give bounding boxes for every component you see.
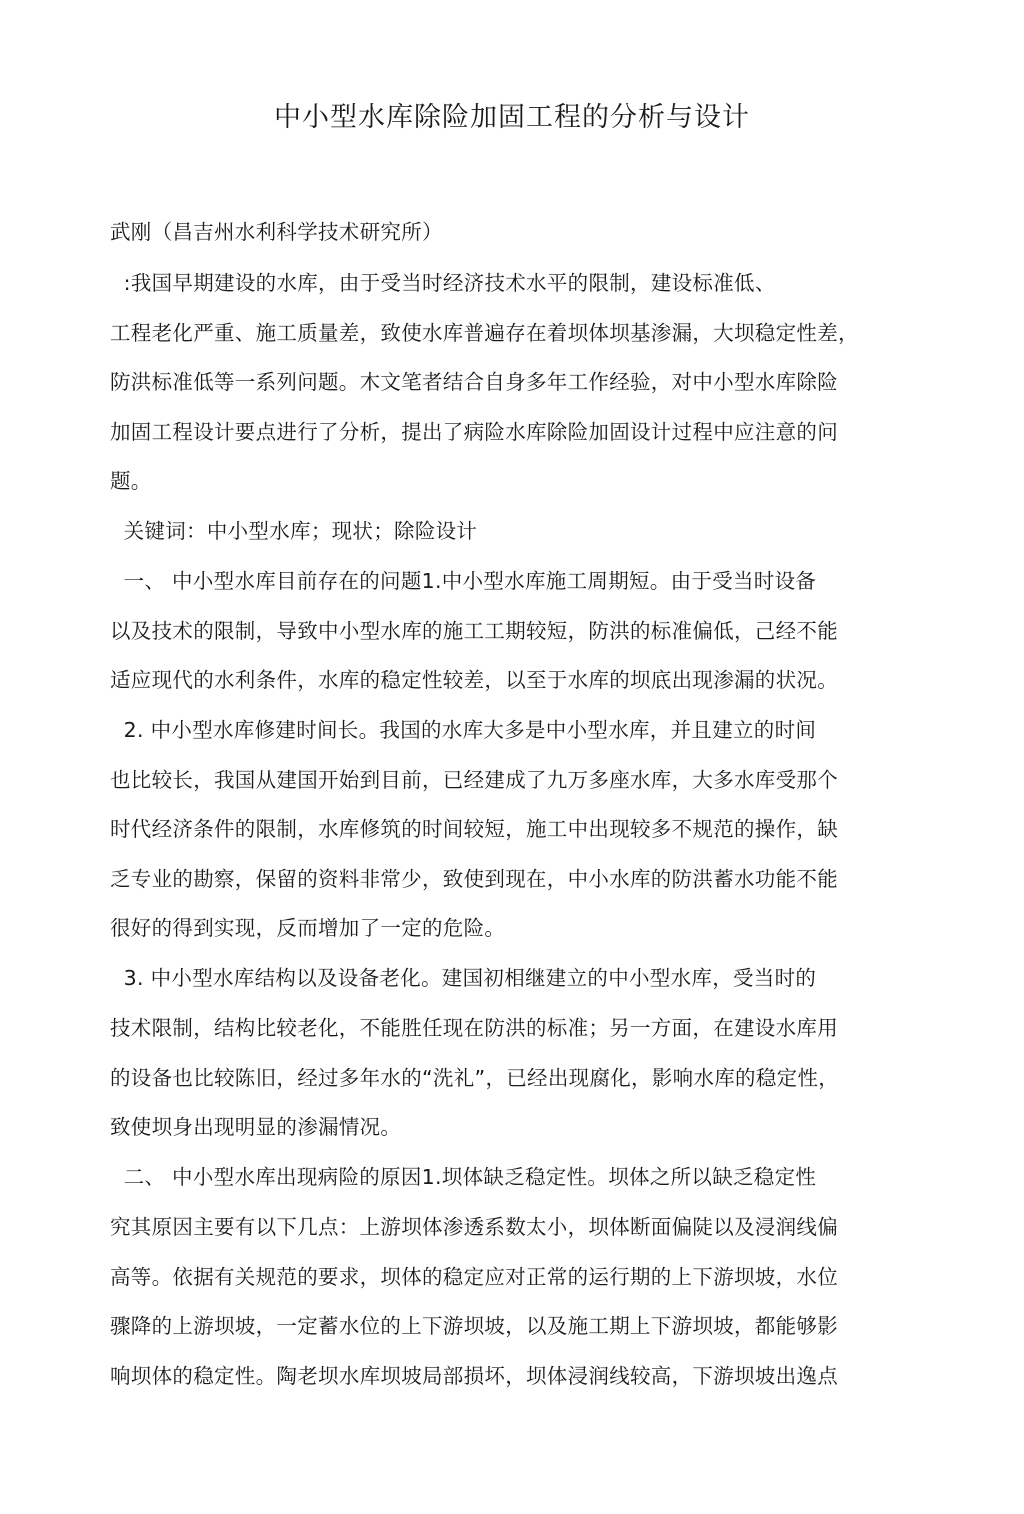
body-line: 以及技术的限制，导致中小型水库的施工工期较短，防洪的标准偏低，己经不能 (110, 619, 838, 643)
body-line: 时代经济条件的限制，水库修筑的时间较短，施工中出现较多不规范的操作，缺 (110, 817, 838, 841)
abstract-line: 加固工程设计要点进行了分析，提出了病险水库除险加固设计过程中应注意的问 (110, 420, 838, 444)
body-line: 也比较长，我国从建国开始到目前，已经建成了九万多座水库，大多水库受那个 (110, 768, 838, 792)
body-line: 很好的得到实现，反而增加了一定的危险。 (110, 916, 506, 940)
abstract-line: 题。 (110, 469, 152, 493)
body-line: 骤降的上游坝坡，一定蓄水位的上下游坝坡，以及施工期上下游坝坡，都能够影 (110, 1314, 838, 1338)
body-line: 究其原因主要有以下几点：上游坝体渗透系数太小，坝体断面偏陡以及浸润线偏 (110, 1215, 838, 1239)
abstract-line: :我国早期建设的水库，由于受当时经济技术水平的限制，建设标准低、 (110, 271, 776, 295)
abstract-line: 工程老化严重、施工质量差，致使水库普遍存在着坝体坝基渗漏，大坝稳定性差， (110, 321, 859, 345)
body-line: 响坝体的稳定性。陶老坝水库坝坡局部损坏，坝体浸润线较高，下游坝坡出逸点 (110, 1364, 838, 1388)
body-line: 3. 中小型水库结构以及设备老化。建国初相继建立的中小型水库，受当时的 (110, 966, 817, 990)
body-line: 一、 中小型水库目前存在的问题1.中小型水库施工周期短。由于受当时设备 (110, 569, 817, 593)
body-line: 乏专业的勘察，保留的资料非常少，致使到现在，中小水库的防洪蓄水功能不能 (110, 867, 838, 891)
body-line: 二、 中小型水库出现病险的原因1.坝体缺乏稳定性。坝体之所以缺乏稳定性 (110, 1165, 817, 1189)
body-line: 的设备也比较陈旧，经过多年水的“洗礼”，已经出现腐化，影响水库的稳定性， (110, 1066, 840, 1090)
body-line: 致使坝身出现明显的渗漏情况。 (110, 1115, 402, 1139)
document-title: 中小型水库除险加固工程的分析与设计 (274, 102, 750, 133)
keywords-line: 关键词：中小型水库；现状；除险设计 (110, 519, 478, 543)
body-line: 高等。依据有关规范的要求，坝体的稳定应对正常的运行期的上下游坝坡，水位 (110, 1265, 838, 1289)
body-line: 技术限制，结构比较老化，不能胜任现在防洪的标准；另一方面，在建设水库用 (110, 1016, 838, 1040)
body-line: 2. 中小型水库修建时间长。我国的水库大多是中小型水库，并且建立的时间 (110, 718, 817, 742)
body-line: 适应现代的水利条件，水库的稳定性较差，以至于水库的坝底出现渗漏的状况。 (110, 668, 838, 692)
abstract-line: 防洪标准低等一系列问题。木文笔者结合自身多年工作经验，对中小型水库除险 (110, 370, 838, 394)
author-line: 武刚（昌吉州水利科学技术研究所） (110, 220, 443, 244)
